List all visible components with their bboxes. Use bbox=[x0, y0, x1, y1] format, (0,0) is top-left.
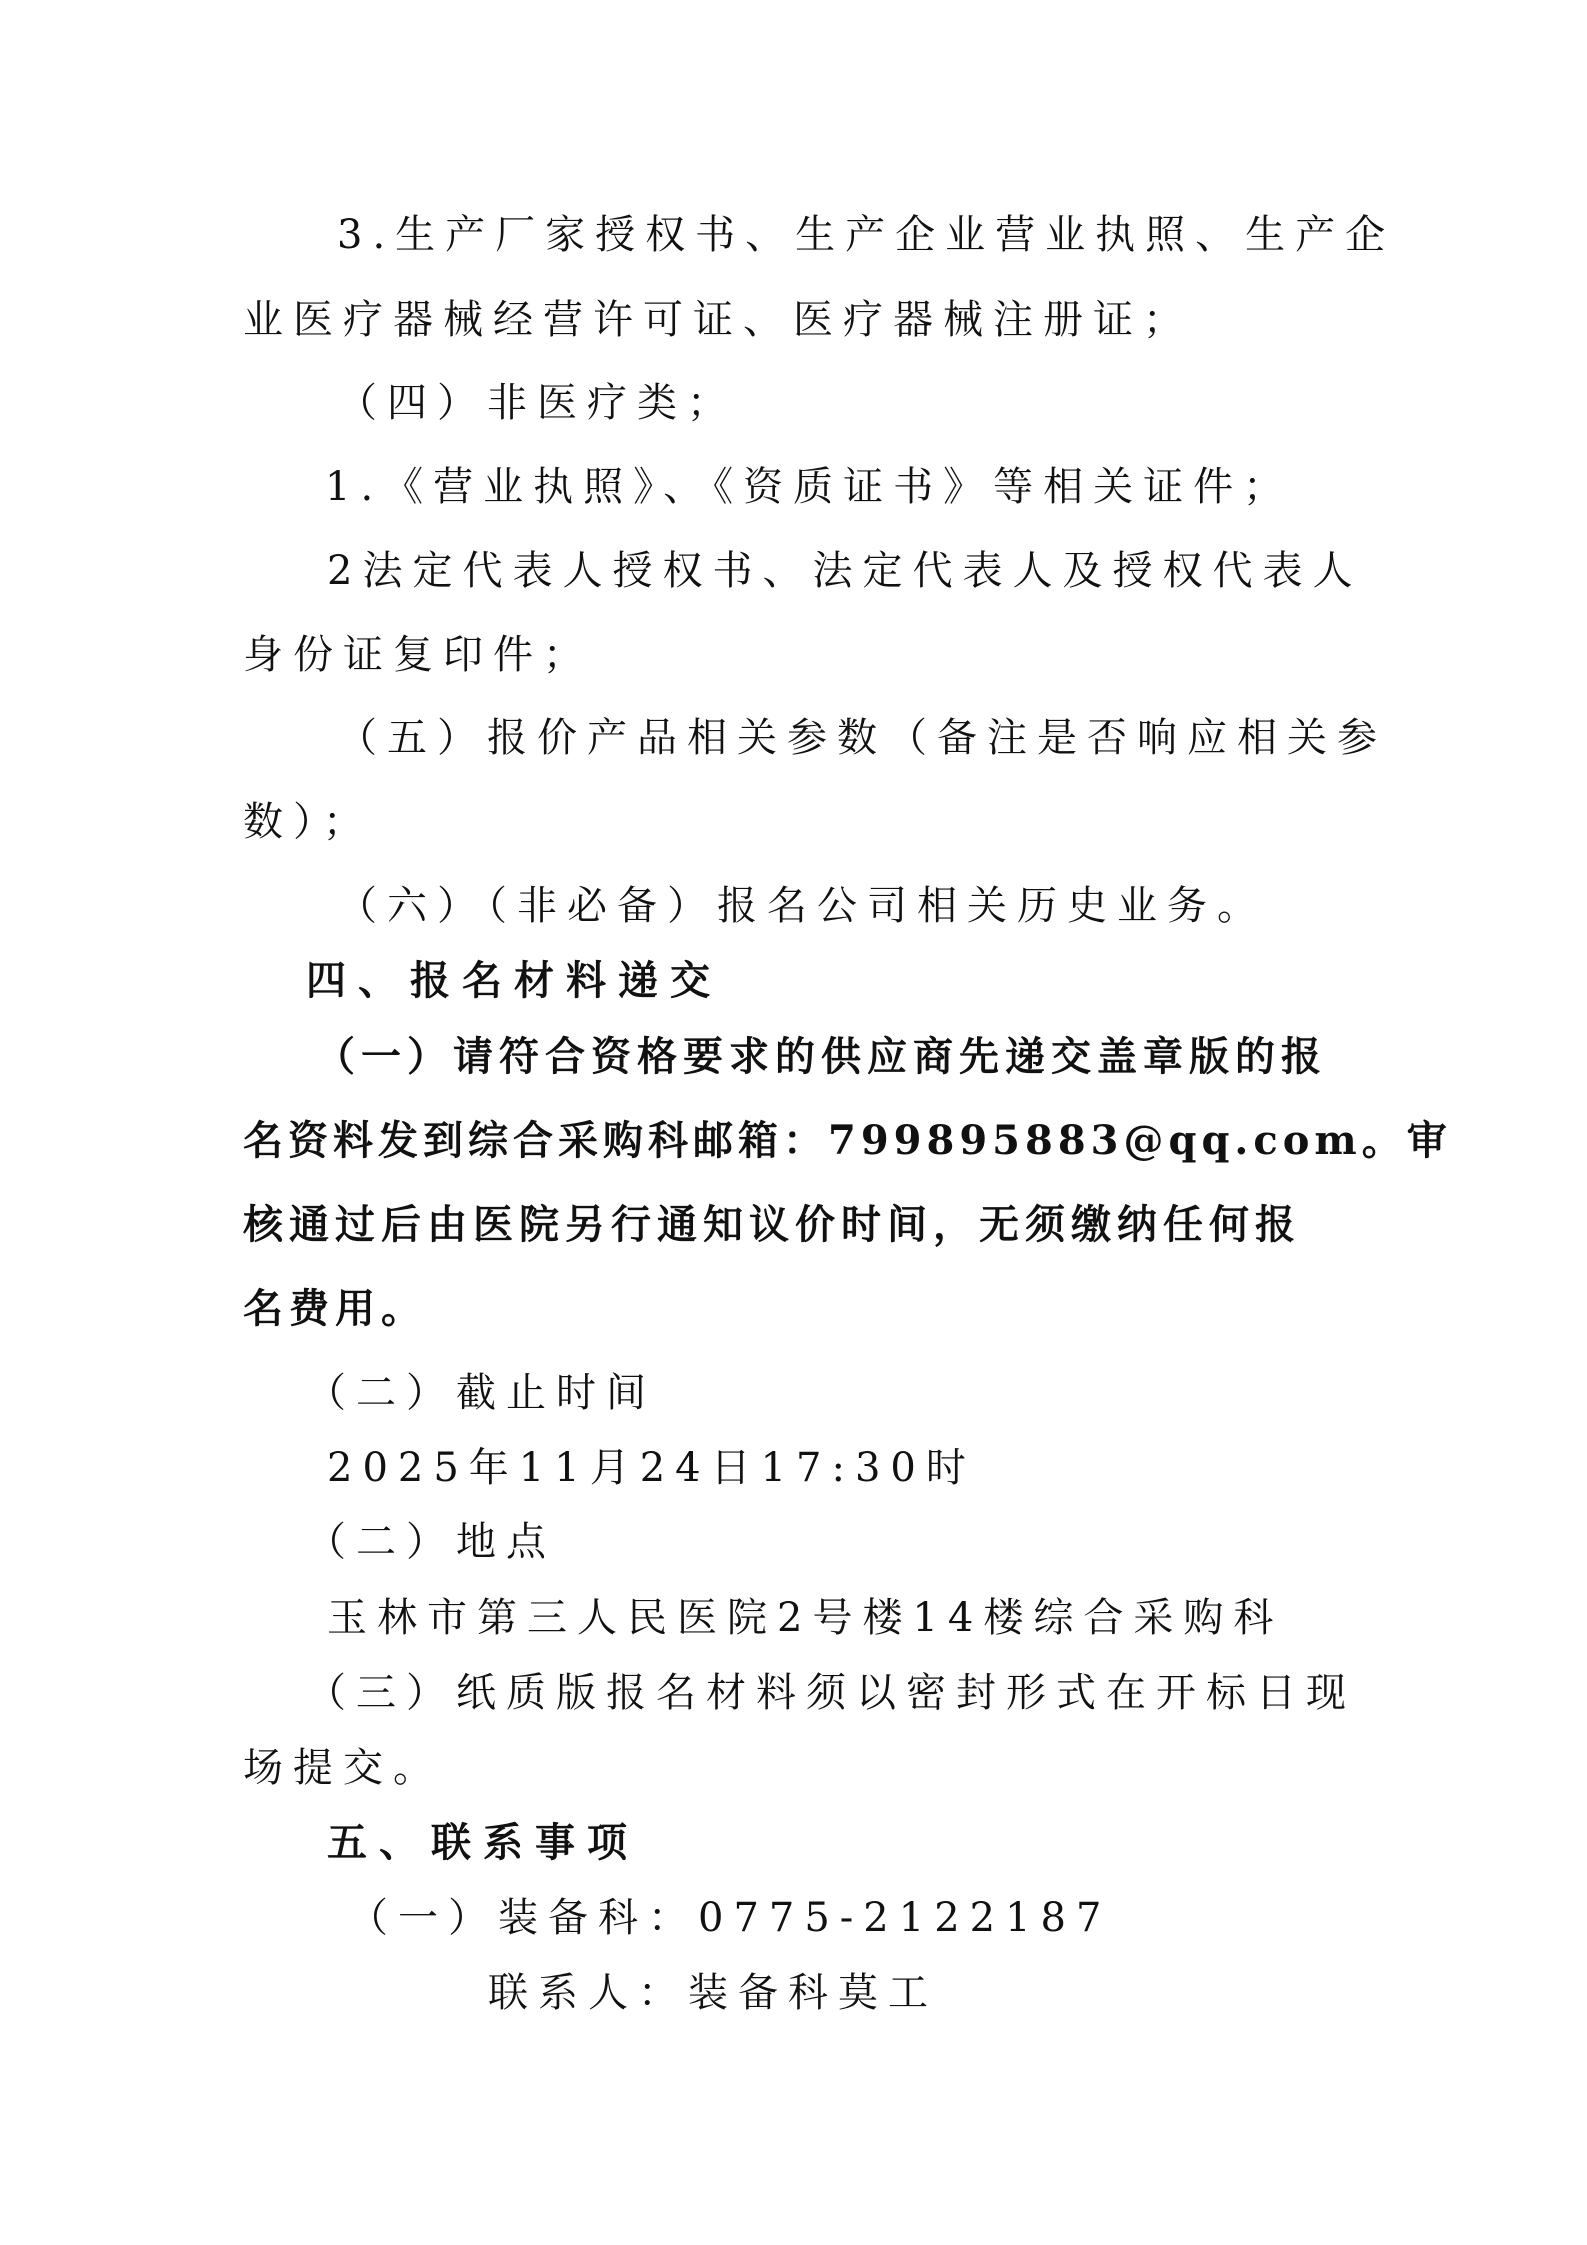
location-heading: （二）地点 bbox=[306, 1519, 556, 1565]
optional-history-line: （六）（非必备）报名公司相关历史业务。 bbox=[337, 883, 1267, 929]
non-medical-item-2-line1: 2法定代表人授权书、法定代表人及授权代表人 bbox=[327, 548, 1363, 594]
location-value: 玉林市第三人民医院2号楼14楼综合采购科 bbox=[327, 1595, 1284, 1641]
submission-paragraph-line1: （一）请符合资格要求的供应商先递交盖章版的报 bbox=[315, 1033, 1327, 1080]
paragraph-3-authorization-line2: 业医疗器械经营许可证、医疗器械注册证； bbox=[243, 297, 1193, 343]
submission-paragraph-line2: 名资料发到综合采购科邮箱：799895883@qq.com。审 bbox=[243, 1117, 1452, 1164]
non-medical-item-1: 1.《营业执照》、《资质证书》等相关证件； bbox=[325, 464, 1294, 510]
submission-paragraph-line3: 核通过后由医院另行通知议价时间，无须缴纳任何报 bbox=[243, 1201, 1301, 1248]
quote-parameters-line1: （五）报价产品相关参数（备注是否响应相关参 bbox=[337, 715, 1387, 761]
paper-submission-line2: 场提交。 bbox=[243, 1745, 443, 1791]
section-non-medical-heading: （四）非医疗类； bbox=[337, 380, 737, 426]
deadline-value: 2025年11月24日17:30时 bbox=[327, 1445, 976, 1491]
equipment-department-phone: （一）装备科：0775-2122187 bbox=[348, 1895, 1112, 1941]
paper-submission-line1: （三）纸质版报名材料须以密封形式在开标日现 bbox=[306, 1670, 1356, 1716]
non-medical-item-2-line2: 身份证复印件； bbox=[243, 632, 593, 678]
contact-person: 联系人：装备科莫工 bbox=[488, 1970, 938, 2016]
section-5-heading: 五、联系事项 bbox=[327, 1819, 639, 1866]
paragraph-3-authorization-line1: 3.生产厂家授权书、生产企业营业执照、生产企 bbox=[337, 212, 1396, 258]
quote-parameters-line2: 数）； bbox=[243, 799, 373, 845]
section-4-heading: 四、报名材料递交 bbox=[306, 957, 722, 1004]
deadline-heading: （二）截止时间 bbox=[306, 1370, 656, 1416]
submission-paragraph-line4: 名费用。 bbox=[243, 1285, 427, 1332]
